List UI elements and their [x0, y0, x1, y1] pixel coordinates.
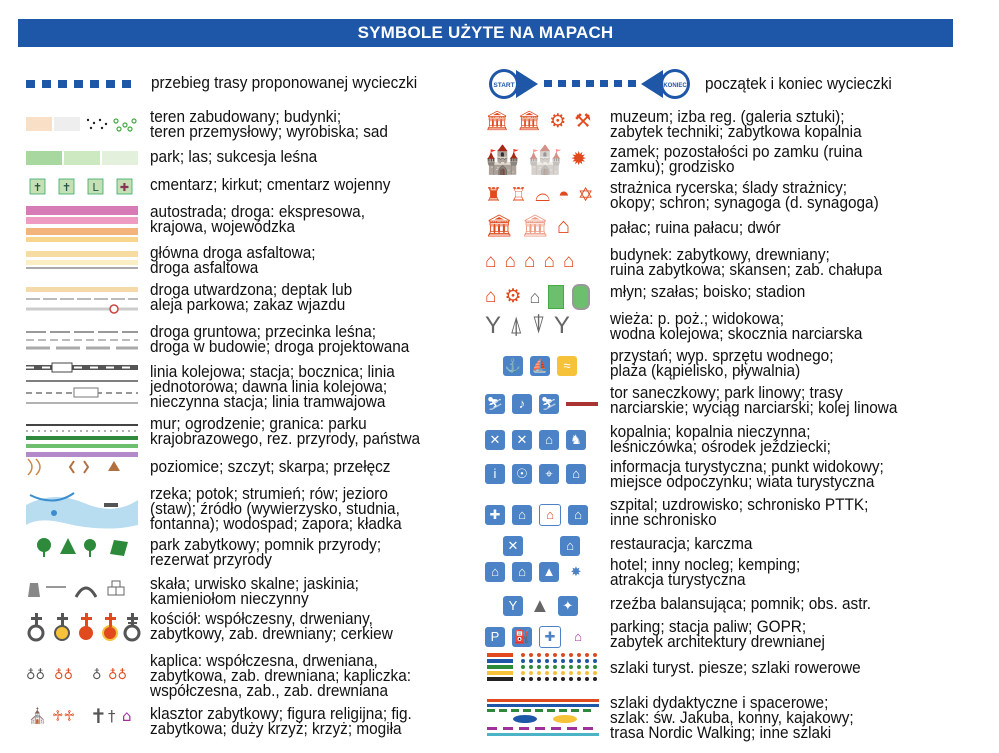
- legend-item-label: park zabytkowy; pomnik przyrody;: [150, 536, 382, 554]
- trail-symbols: [485, 651, 603, 747]
- right-legend-item: [610, 221, 781, 236]
- legend-item-label: kościół: współczesny, drweniany,: [150, 610, 373, 628]
- legend-item-label: krajowa, wojewódzka: [150, 218, 295, 236]
- legend-item-label: przystań; wyp. sprzętu wodnego;: [610, 347, 834, 365]
- legend-item-label: zabytek architektury drewnianej: [610, 633, 825, 651]
- legend-item-label: miejsce odpoczynku; wiata turystyczna: [610, 473, 875, 491]
- svg-text:♁♁: ♁♁: [26, 668, 46, 683]
- legend-item-label: wodna kolejowa; skocznia narciarska: [610, 325, 863, 343]
- right-legend-item: [610, 661, 861, 676]
- legend-item-label: współczesna, zab., zab. drewniana: [150, 682, 388, 700]
- legend-item-label: narciarskie; wyciąg narciarski; kolej linowa: [610, 399, 898, 417]
- legend-title: SYMBOLE UŻYTE NA MAPACH: [18, 19, 953, 47]
- right-legend-item: [610, 460, 884, 490]
- legend-item-label: rezerwat przyrody: [150, 551, 272, 569]
- right-legend-item: [610, 696, 854, 741]
- contour-icon: [28, 459, 120, 475]
- dirt-road-icon: [26, 332, 138, 348]
- legend-item-label: (staw); źródło (wywierzysko, studnia,: [150, 500, 400, 518]
- legend-item-label: główna droga asfaltowa;: [150, 244, 316, 262]
- end-label: KONIEC: [663, 83, 687, 89]
- svg-text:✝: ✝: [32, 181, 43, 194]
- legend-item-label: linia kolejowa; stacja; bocznica; linia: [150, 363, 395, 381]
- legend-item-label: inne schronisko: [610, 511, 717, 529]
- legend-item-label: trasa Nordic Walking; inne szlaki: [610, 724, 832, 742]
- motorway-icon: [26, 206, 138, 242]
- legend-item-label: jednotorowa; dawna linia kolejowa;: [150, 378, 388, 396]
- park-forest-icon: [26, 151, 138, 165]
- legend-item-label: atrakcja turystyczna: [610, 571, 746, 589]
- route-endpoints-row: [488, 68, 906, 100]
- right-legend-item: [610, 285, 805, 300]
- legend-item-label: teren przemysłowy; wyrobiska; sad: [150, 123, 388, 141]
- left-symbol-column: [24, 105, 144, 745]
- legend-item-label: kopalnia; kopalnia nieczynna;: [610, 423, 811, 441]
- left-legend-item: [150, 110, 388, 140]
- start-end-icon: [488, 68, 693, 100]
- left-legend-item: [150, 365, 395, 410]
- left-legend-item: [150, 283, 352, 313]
- legend-item-label: droga asfaltowa: [150, 259, 259, 277]
- right-legend-item: [610, 558, 800, 588]
- left-legend-item: [150, 487, 402, 532]
- right-legend-item: [610, 248, 882, 278]
- legend-item-label: fontanna); wodospad; zapora; kładka: [150, 515, 402, 533]
- route-line-icon: [26, 77, 141, 91]
- svg-text:♱♱: ♱♱: [52, 707, 75, 725]
- left-legend-item: [150, 325, 409, 355]
- route-label: przebieg trasy proponowanej wycieczki: [151, 74, 418, 92]
- svg-text:L: L: [92, 181, 99, 194]
- svg-text:♁♁: ♁♁: [108, 668, 128, 683]
- legend-item-label: droga w budowie; droga projektowana: [150, 338, 410, 356]
- legend-item-label: nieczynna stacja; linia tramwajowa: [150, 393, 386, 411]
- left-legend-item: [150, 612, 393, 642]
- legend-item-label: wieża: p. poż.; widokowa;: [610, 310, 784, 328]
- left-legend-item: [150, 417, 420, 447]
- left-legend-item: [150, 460, 390, 475]
- legend-item-label: informacja turystyczna; punkt widokowy;: [610, 458, 884, 476]
- legend-item-label: cmentarz; kirkut; cmentarz wojenny: [150, 176, 391, 194]
- legend-item-label: kaplica: współczesna, drweniana,: [150, 652, 378, 670]
- legend-item-label: kamieniołom nieczynny: [150, 590, 309, 608]
- svg-text:⌂: ⌂: [122, 707, 132, 725]
- legend-item-label: muzeum; izba reg. (galeria sztuki);: [610, 108, 845, 126]
- left-legend-item: [150, 707, 412, 737]
- right-legend-item: [610, 312, 862, 342]
- left-legend-item: [150, 205, 365, 235]
- legend-item-label: aleja parkowa; zakaz wjazdu: [150, 296, 346, 314]
- svg-text:♁: ♁: [92, 668, 102, 683]
- legend-item-label: zabytkowy, zab. drewniany; cerkiew: [150, 625, 393, 643]
- church-icon: [29, 613, 139, 640]
- right-legend-item: [610, 386, 897, 416]
- left-legend-item: [150, 577, 359, 607]
- legend-item-label: skała; urwisko skalne; jaskinia;: [150, 575, 359, 593]
- built-area-icon: [26, 117, 136, 131]
- svg-text:✝: ✝: [61, 181, 72, 194]
- legend-item-label: zabytkowa, zab. drewniana; kapliczka:: [150, 667, 412, 685]
- route-endpoints-label: początek i koniec wycieczki: [705, 74, 892, 93]
- left-legend-item: [150, 246, 315, 276]
- legend-item-label: szpital; uzdrowisko; schronisko PTTK;: [610, 496, 869, 514]
- legend-item-label: strażnica rycerska; ślady strażnicy;: [610, 179, 848, 197]
- legend-item-label: szlaki turyst. piesze; szlaki rowerowe: [610, 659, 861, 677]
- left-legend-item: [150, 178, 390, 193]
- legend-item-label: rzeźba balansująca; pomnik; obs. astr.: [610, 595, 872, 613]
- railway-icon: [26, 363, 138, 403]
- legend-item-label: tor saneczkowy; park linowy; trasy: [610, 384, 843, 402]
- right-legend-item: [610, 597, 871, 612]
- legend-item-label: leśniczówka; ośrodek jeździecki;: [610, 438, 831, 456]
- legend-item-label: budynek: zabytkowy, drewniany;: [610, 246, 830, 264]
- legend-item-label: klasztor zabytkowy; figura religijna; fig.: [150, 705, 412, 723]
- main-road-icon: [26, 251, 138, 269]
- legend-item-label: zamku); grodzisko: [610, 158, 735, 176]
- svg-text:⛪: ⛪: [28, 707, 47, 725]
- left-legend-item: [150, 538, 381, 568]
- legend-item-label: szlaki dydaktyczne i spacerowe;: [610, 694, 829, 712]
- start-label: START: [493, 82, 515, 89]
- right-legend-item: [610, 425, 831, 455]
- legend-item-label: plaża (kąpielisko, pływalnia): [610, 362, 801, 380]
- legend-item-label: młyn; szałas; boisko; stadion: [610, 283, 806, 301]
- legend-item-label: mur; ogrodzenie; granica: parku: [150, 415, 367, 433]
- legend-item-label: zabytek techniki; zabytkowa kopalnia: [610, 123, 862, 141]
- legend-item-label: restauracja; karczma: [610, 535, 753, 553]
- legend-item-label: droga gruntowa; przecinka leśna;: [150, 323, 377, 341]
- right-legend-item: [610, 537, 752, 552]
- legend-item-label: teren zabudowany; budynki;: [150, 108, 342, 126]
- right-legend-item: [610, 620, 825, 650]
- svg-text:†: †: [108, 707, 116, 725]
- right-legend-item: [610, 349, 833, 379]
- svg-text:✝: ✝: [90, 704, 107, 728]
- river-lake-icon: [26, 493, 138, 529]
- legend-item-label: zabytkowa; duży krzyż; krzyż; mogiła: [150, 720, 402, 738]
- svg-text:♁♁: ♁♁: [54, 668, 74, 683]
- legend-item-label: park; las; sukcesja leśna: [150, 148, 318, 166]
- monastery-icon: [28, 704, 132, 728]
- legend-item-label: zamek; pozostałości po zamku (ruina: [610, 143, 863, 161]
- legend-item-label: ruina zabytkowa; skansen; zab. chałupa: [610, 261, 883, 279]
- legend-item-label: okopy; schron; synagoga (d. synagoga): [610, 194, 879, 212]
- left-legend-item: [150, 150, 317, 165]
- route-legend-row: [26, 76, 437, 91]
- chapel-icon: [26, 668, 127, 683]
- wall-border-icon: [26, 425, 138, 457]
- legend-item-label: autostrada; droga: ekspresowa,: [150, 203, 365, 221]
- legend-item-label: rzeka; potok; strumień; rów; jezioro: [150, 485, 388, 503]
- right-legend-item: [610, 181, 879, 211]
- right-legend-item: [610, 145, 862, 175]
- right-legend-item: [610, 498, 868, 528]
- legend-item-label: hotel; inny nocleg; kemping;: [610, 556, 801, 574]
- legend-item-label: poziomice; szczyt; skarpa; przełęcz: [150, 458, 391, 476]
- legend-item-label: droga utwardzona; deptak lub: [150, 281, 353, 299]
- left-legend-item: [150, 654, 411, 699]
- right-legend-item: [610, 110, 862, 140]
- rock-cave-icon: [28, 581, 124, 597]
- legend-item-label: pałac; ruina pałacu; dwór: [610, 219, 781, 237]
- legend-item-label: szlak: św. Jakuba, konny, kajakowy;: [610, 709, 854, 727]
- cemetery-icon: [30, 179, 132, 194]
- legend-item-label: krajobrazowego, rez. przyrody, państwa: [150, 430, 421, 448]
- svg-text:✚: ✚: [119, 181, 130, 194]
- paved-road-icon: [26, 287, 138, 313]
- legend-item-label: parking; stacja paliw; GOPR;: [610, 618, 807, 636]
- heritage-park-icon: [37, 538, 128, 557]
